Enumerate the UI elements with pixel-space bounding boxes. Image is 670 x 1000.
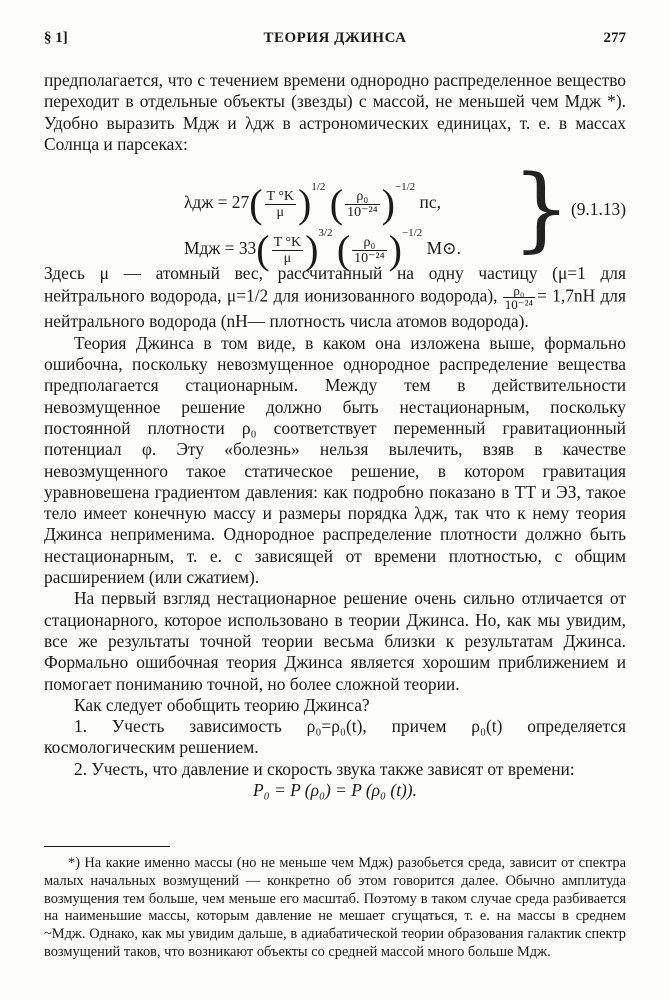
eq2-base-num: T °K (273, 234, 302, 250)
eq2-power-1: 3/2 (318, 227, 333, 240)
page-number: 277 (603, 30, 626, 46)
eq2-base-den: μ (283, 250, 292, 266)
paragraph-2-part-2: = 1,7nH для нейтрального водорода (nH— плотность числа атомов водорода). (44, 285, 626, 332)
running-header (44, 30, 626, 52)
equation-lambda: λдж = 27( $\frac{T ^\circ K}{\mu}$ )$^{1/2}$ ( $\frac{\text{ρ₀}}{\text{10⁻²⁴}}$ )$^{-1/2}$ пс, (184, 181, 441, 227)
main-text (44, 70, 626, 801)
eq2-rho-den: 10⁻²⁴ (354, 250, 385, 266)
footnote-text: *) На какие именно массы (но не меньше чем Mдж) разобьется среда, зависит от спектра малых начальных возмущений — конкретно об этом говорится далее. Обычно амплитуда возмущения тем больше, чем меньше его масштаб. Поэтому в таком случае среда разбивается на наименьшие массы, которым давление не мешает сгущаться, т. е. на массы в среднем ~Mдж. Однако, как мы увидим дальше, в адиабатической теории образования галактик спектр возмущений таков, что возникают объекты со средней массой много больше Mдж. (44, 855, 626, 960)
pressure-formula: P₀ = P (ρ₀) = P (ρ₀ (t)). (253, 780, 417, 801)
eq1-rho-den: 10⁻²⁴ (347, 204, 378, 220)
equation-number: (9.1.13) (570, 199, 626, 220)
eq2-unit: M⊙. (426, 238, 461, 259)
paragraph-7: 2. Учесть, что давление и скорость звука также зависят от времени: (74, 758, 575, 779)
equation-9-1-13 (44, 155, 626, 273)
right-brace: } (512, 155, 571, 263)
paragraph-1: предполагается, что с течением времени однородно распределенное вещество переходит в отдельные объекты (звезды) с массой, не меньшей чем Mдж *). Удобно выразить Mдж и λдж в астрономических единицах, т. е. в массах Солнца и парсеках: (44, 70, 626, 154)
eq1-rho-frac (345, 189, 379, 220)
section-marker: § 1] (44, 30, 68, 46)
inline-frac-den: 10⁻²⁴ (504, 297, 534, 313)
running-title: ТЕОРИЯ ДЖИНСА (263, 30, 407, 46)
eq2-base-frac (272, 235, 304, 266)
paragraph-5: Как следует обобщить теорию Джинса? (74, 694, 370, 715)
eq2-rho-frac (352, 235, 386, 266)
equation-mass: Mдж = 33( $\frac{T ^\circ K}{\mu}$ )$^{3/2}$ ( $\frac{\text{ρ₀}}{\text{10⁻²⁴}}$ )$^{-1/2}$ M⊙. (184, 227, 461, 273)
eq1-base-den: μ (276, 204, 285, 220)
eq1-power-1: 1/2 (311, 181, 326, 194)
paragraph-3: Теория Джинса в том виде, в каком она изложена выше, формально ошибочна, поскольку невозмущенное однородное распределение вещества предполагается стационарным. Между тем в действительности невозмущенное решение должно быть нестационарным, поскольку постоянной плотности ρ₀ соответствует переменный гравитационный потенциал φ. Эту «болезнь» нельзя вылечить, взяв в качестве невозмущенного такое статическое решение, в котором гравитация уравновешена градиентом давления: как подробно показано в ТТ и ЭЗ, такое тело имеет конечную массу и размеры порядка λдж, так что к нему теория Джинса неприменима. Однородное распределение плотности должно быть нестационарным, т. е. с зависящей от времени плотностью, с общим расширением (или сжатием). (44, 332, 626, 588)
eq2-lhs: Mдж = 33 (184, 238, 257, 259)
eq1-unit: пс, (419, 192, 441, 213)
rho-over-power-fraction (503, 284, 535, 311)
eq1-base-frac (265, 189, 297, 220)
eq2-power-2: −1/2 (401, 227, 423, 240)
paragraph-2-part-1: Здесь μ — атомный вес, рассчитанный на одну частицу (μ=1 для нейтрального водорода, μ=1/2 для ионизованного водорода), (44, 263, 626, 306)
eq2-rho-num: ρ₀ (352, 235, 386, 251)
eq1-base-num: T °K (266, 188, 295, 204)
paragraph-6: 1. Учесть зависимость ρ₀=ρ₀(t), причем ρ₀(t) определяется космологическим решением. (44, 716, 626, 758)
paragraph-4: На первый взгляд нестационарное решение очень сильно отличается от стационарного, которое использовано в теории Джинса. Но, как мы увидим, все же результаты точной теории весьма близки к результатам Джинса. Формально ошибочная теория Джинса является хорошим приближением и помогает пониманию точной, но более сложной теории. (44, 588, 626, 694)
footnote-divider (44, 846, 170, 847)
footnote (44, 855, 626, 962)
inline-frac-num: ρ₀ (503, 284, 535, 298)
paragraph-2 (44, 263, 626, 333)
eq1-lhs: λдж = 27 (184, 192, 250, 213)
eq1-rho-num: ρ₀ (345, 189, 379, 205)
eq1-power-2: −1/2 (394, 181, 416, 194)
